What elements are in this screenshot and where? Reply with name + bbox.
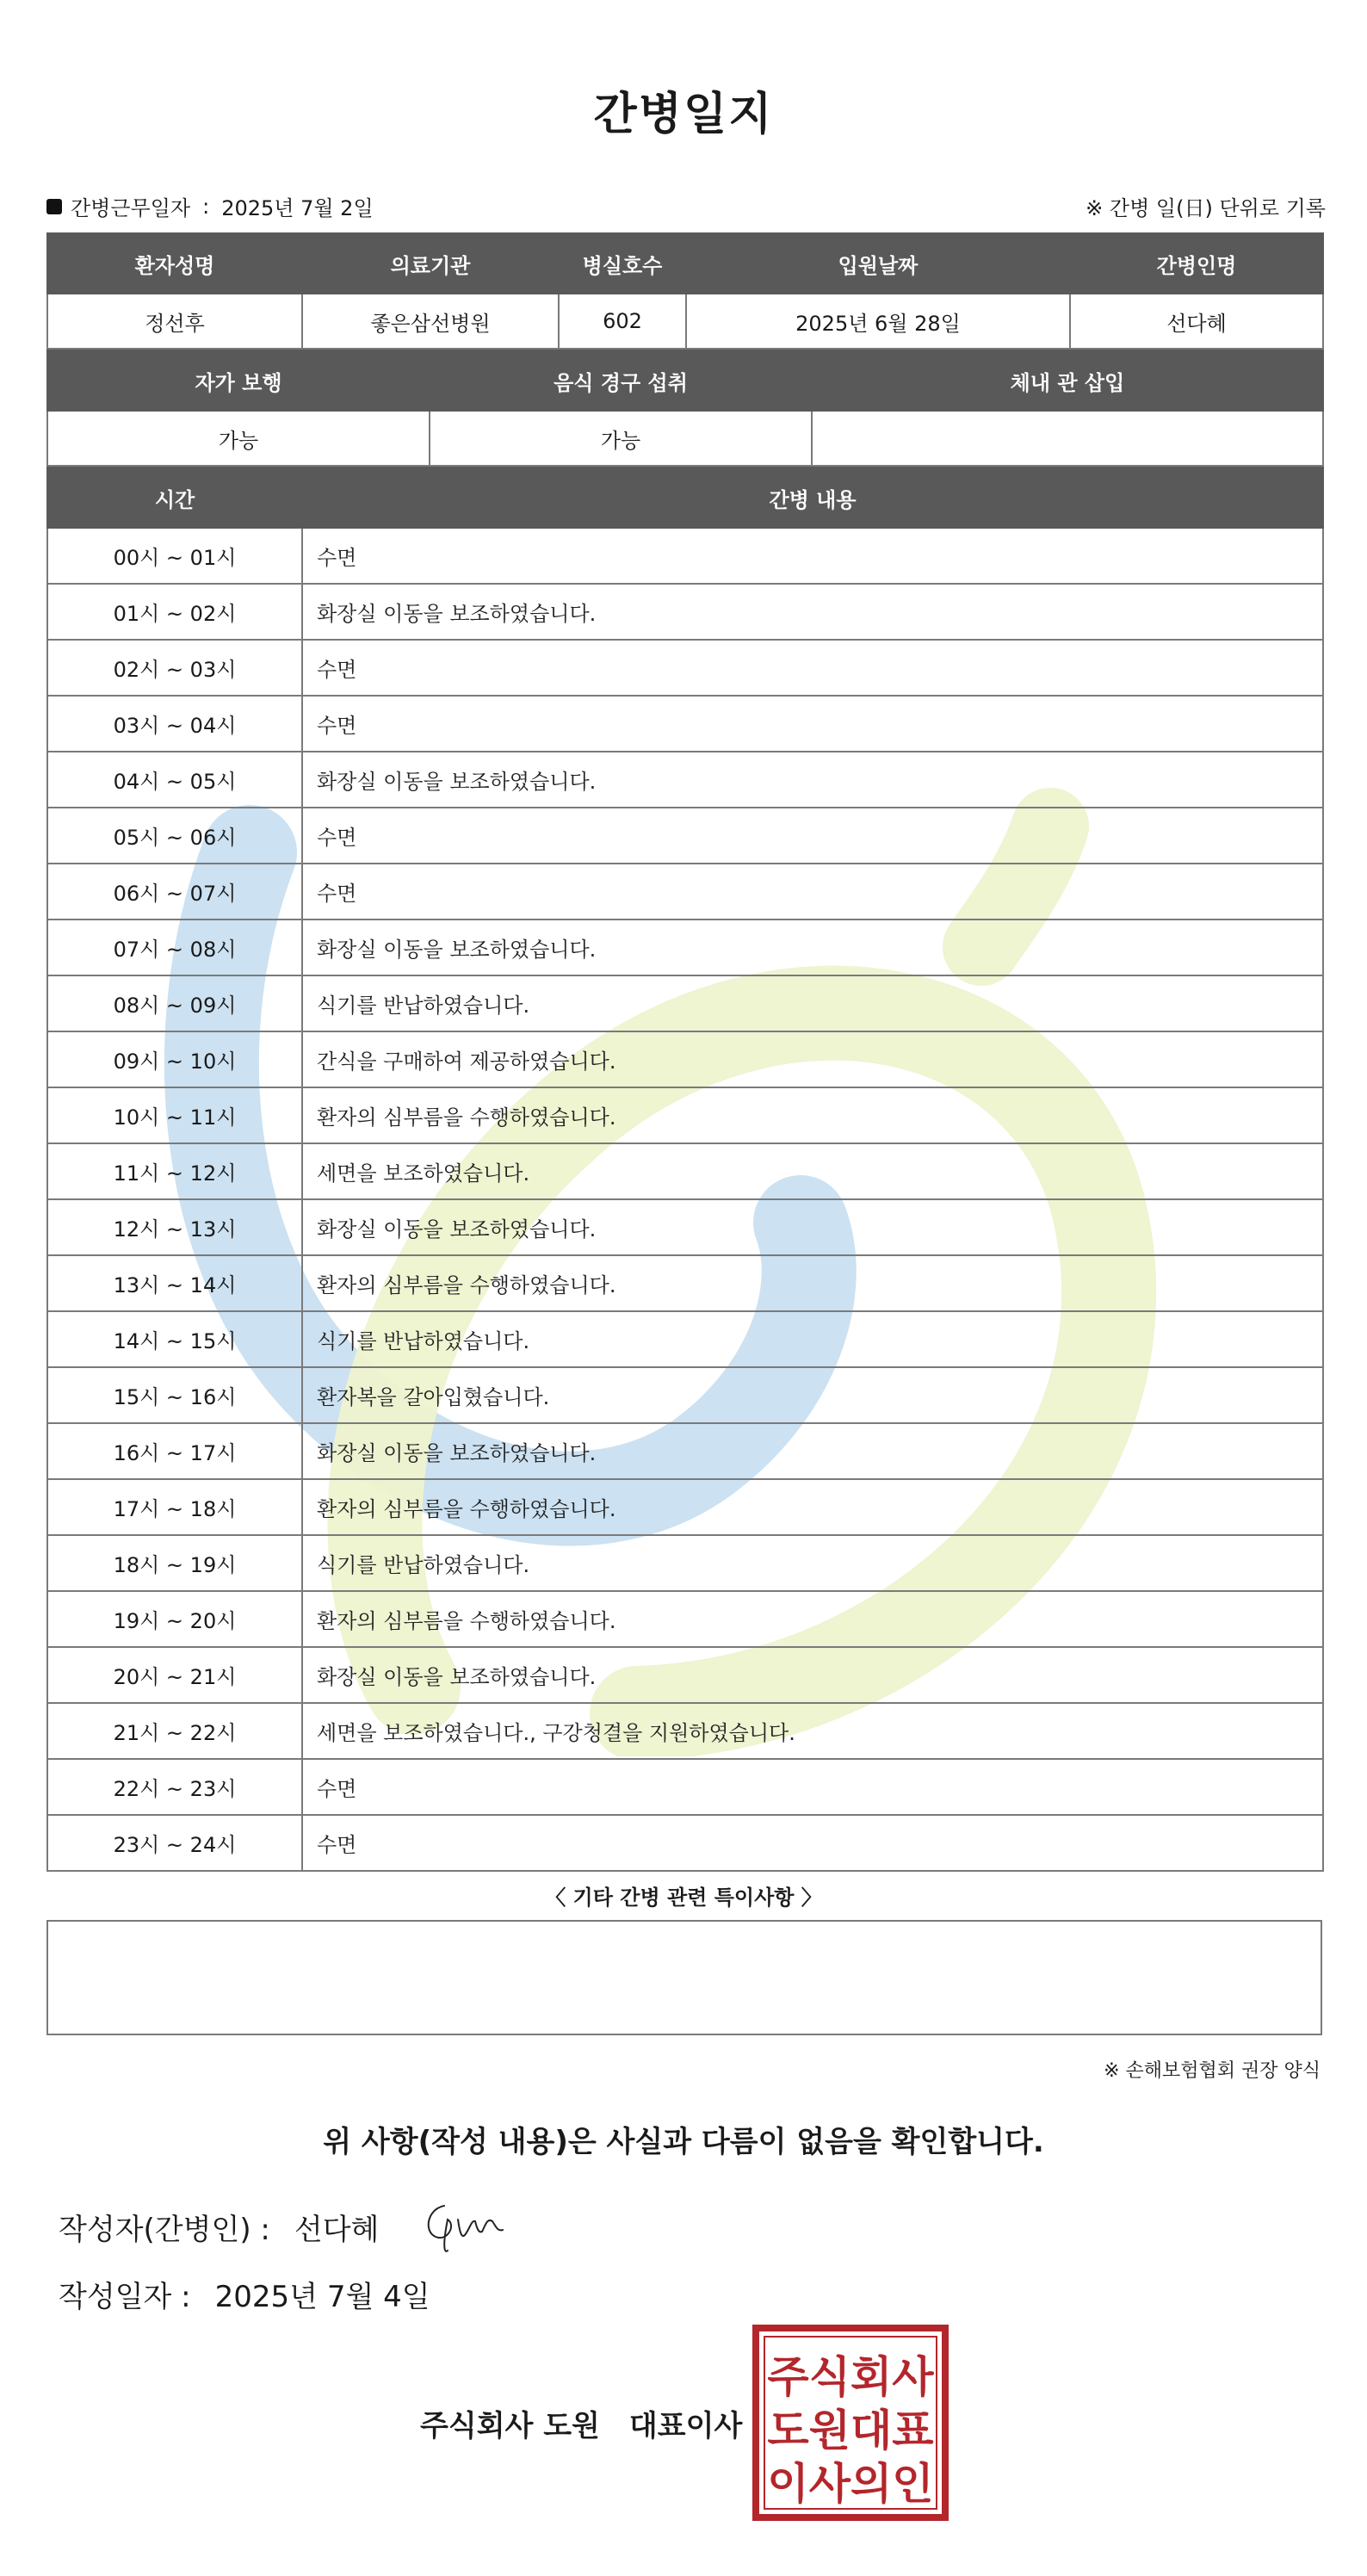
patient-name: 정선후 (47, 294, 302, 349)
recommend-note: ※ 손해보험협회 권장 양식 (1104, 2060, 1321, 2082)
time-cell: 02시 ~ 03시 (47, 640, 302, 696)
time-cell: 14시 ~ 15시 (47, 1311, 302, 1367)
company-name: 주식회사 도원 (420, 2409, 600, 2443)
write-date-value: 2025년 7월 4일 (214, 2280, 430, 2314)
table-row (47, 584, 1323, 640)
table-row (47, 808, 1323, 864)
content-cell: 세면을 보조하였습니다. (302, 1143, 1323, 1199)
time-cell: 12시 ~ 13시 (47, 1199, 302, 1255)
write-date-label: 작성일자 : (59, 2280, 191, 2314)
header-tube-insertion: 체내 관 삽입 (812, 350, 1323, 411)
table-row (47, 920, 1323, 975)
write-date-line (59, 2273, 430, 2315)
table-row (47, 1311, 1323, 1367)
page-title: 간병일지 (593, 89, 774, 140)
table-row (47, 696, 1323, 752)
table-row (47, 1087, 1323, 1143)
room-number: 602 (559, 294, 686, 349)
self-walking-value: 가능 (47, 411, 430, 466)
time-cell: 20시 ~ 21시 (47, 1647, 302, 1703)
content-cell: 식기를 반납하였습니다. (302, 975, 1323, 1031)
header-hospital: 의료기관 (302, 233, 559, 294)
content-cell: 수면 (302, 640, 1323, 696)
content-cell: 화장실 이동을 보조하였습니다. (302, 752, 1323, 808)
header-patient-name: 환자성명 (47, 233, 302, 294)
time-cell: 17시 ~ 18시 (47, 1479, 302, 1535)
table-row (47, 640, 1323, 696)
content-cell: 간식을 구매하여 제공하였습니다. (302, 1031, 1323, 1087)
patient-info-header-row (47, 233, 1323, 294)
content-cell: 환자의 심부름을 수행하였습니다. (302, 1255, 1323, 1311)
header-caregiver: 간병인명 (1070, 233, 1323, 294)
company-line (420, 2402, 742, 2444)
table-row (47, 1143, 1323, 1199)
patient-status-value-row (47, 411, 1323, 466)
time-cell: 11시 ~ 12시 (47, 1143, 302, 1199)
content-cell: 수면 (302, 696, 1323, 752)
content-cell: 수면 (302, 1815, 1323, 1871)
content-cell: 식기를 반납하였습니다. (302, 1535, 1323, 1591)
hospital-name: 좋은삼선병원 (302, 294, 559, 349)
bullet-square-icon (46, 199, 62, 214)
writer-label: 작성자(간병인) : (59, 2213, 270, 2247)
time-cell: 21시 ~ 22시 (47, 1703, 302, 1759)
table-row (47, 1703, 1323, 1759)
content-cell: 환자의 심부름을 수행하였습니다. (302, 1591, 1323, 1647)
table-row (47, 1367, 1323, 1423)
table-row (47, 1647, 1323, 1703)
header-room: 병실호수 (559, 233, 686, 294)
time-cell: 07시 ~ 08시 (47, 920, 302, 975)
content-cell: 환자의 심부름을 수행하였습니다. (302, 1087, 1323, 1143)
work-date (46, 191, 374, 221)
table-row (47, 752, 1323, 808)
writer-name: 선다혜 (294, 2213, 380, 2247)
content-cell: 화장실 이동을 보조하였습니다. (302, 1647, 1323, 1703)
work-date-label: 간병근무일자 (71, 196, 191, 220)
caregiver-name: 선다혜 (1070, 294, 1323, 349)
patient-info-table (46, 232, 1324, 350)
seal-text-line-2: 도원대표 (767, 2406, 934, 2455)
company-seal-stamp (752, 2325, 949, 2521)
time-cell: 22시 ~ 23시 (47, 1759, 302, 1815)
signature-stroke (429, 2206, 503, 2251)
seal-text-line-1: 주식회사 (767, 2352, 934, 2402)
content-cell: 세면을 보조하였습니다., 구강청결을 지원하였습니다. (302, 1703, 1323, 1759)
writer-line (59, 2206, 379, 2248)
content-cell: 화장실 이동을 보조하였습니다. (302, 1423, 1323, 1479)
time-cell: 16시 ~ 17시 (47, 1423, 302, 1479)
content-cell: 식기를 반납하였습니다. (302, 1311, 1323, 1367)
header-admission-date: 입원날짜 (686, 233, 1070, 294)
table-row (47, 1479, 1323, 1535)
content-cell: 수면 (302, 528, 1323, 584)
time-cell: 04시 ~ 05시 (47, 752, 302, 808)
patient-status-header-row (47, 350, 1323, 411)
table-row (47, 1199, 1323, 1255)
care-log-table (46, 467, 1324, 1872)
content-cell: 수면 (302, 1759, 1323, 1815)
time-cell: 13시 ~ 14시 (47, 1255, 302, 1311)
header-time: 시간 (47, 468, 302, 528)
special-notes-title: 〈 기타 간병 관련 특이사항 〉 (545, 1886, 822, 1910)
patient-info-value-row (47, 294, 1323, 349)
time-cell: 00시 ~ 01시 (47, 528, 302, 584)
patient-status-table (46, 350, 1324, 467)
table-row (47, 1591, 1323, 1647)
table-row (47, 1031, 1323, 1087)
special-notes-box (46, 1920, 1322, 2035)
time-cell: 05시 ~ 06시 (47, 808, 302, 864)
table-row (47, 975, 1323, 1031)
record-unit-note: ※ 간병 일(日) 단위로 기록 (1086, 196, 1326, 220)
time-cell: 23시 ~ 24시 (47, 1815, 302, 1871)
handwritten-signature (418, 2194, 530, 2254)
time-cell: 18시 ~ 19시 (47, 1535, 302, 1591)
work-date-value: 2025년 7월 2일 (221, 196, 374, 220)
time-cell: 10시 ~ 11시 (47, 1087, 302, 1143)
header-care-content: 간병 내용 (302, 468, 1323, 528)
content-cell: 환자의 심부름을 수행하였습니다. (302, 1479, 1323, 1535)
tube-insertion-value (812, 411, 1323, 466)
table-row (47, 1815, 1323, 1871)
time-cell: 15시 ~ 16시 (47, 1367, 302, 1423)
colon: : (202, 194, 210, 219)
table-row (47, 528, 1323, 584)
header-self-walking: 자가 보행 (47, 350, 430, 411)
content-cell: 화장실 이동을 보조하였습니다. (302, 920, 1323, 975)
content-cell: 수면 (302, 864, 1323, 920)
time-cell: 09시 ~ 10시 (47, 1031, 302, 1087)
meta-row (46, 191, 1326, 226)
table-row (47, 1759, 1323, 1815)
content-cell: 화장실 이동을 보조하였습니다. (302, 1199, 1323, 1255)
time-cell: 08시 ~ 09시 (47, 975, 302, 1031)
care-log-header-row (47, 468, 1323, 528)
time-cell: 19시 ~ 20시 (47, 1591, 302, 1647)
table-row (47, 1423, 1323, 1479)
header-oral-intake: 음식 경구 섭취 (430, 350, 812, 411)
time-cell: 06시 ~ 07시 (47, 864, 302, 920)
confirm-statement: 위 사항(작성 내용)은 사실과 다름이 없음을 확인합니다. (323, 2125, 1044, 2159)
table-row (47, 864, 1323, 920)
content-cell: 수면 (302, 808, 1323, 864)
content-cell: 환자복을 갈아입혔습니다. (302, 1367, 1323, 1423)
table-row (47, 1255, 1323, 1311)
table-row (47, 1535, 1323, 1591)
ceo-label: 대표이사 (628, 2409, 743, 2443)
time-cell: 03시 ~ 04시 (47, 696, 302, 752)
admission-date: 2025년 6월 28일 (686, 294, 1070, 349)
oral-intake-value: 가능 (430, 411, 812, 466)
time-cell: 01시 ~ 02시 (47, 584, 302, 640)
content-cell: 화장실 이동을 보조하였습니다. (302, 584, 1323, 640)
seal-text-line-3: 이사의인 (767, 2459, 934, 2509)
